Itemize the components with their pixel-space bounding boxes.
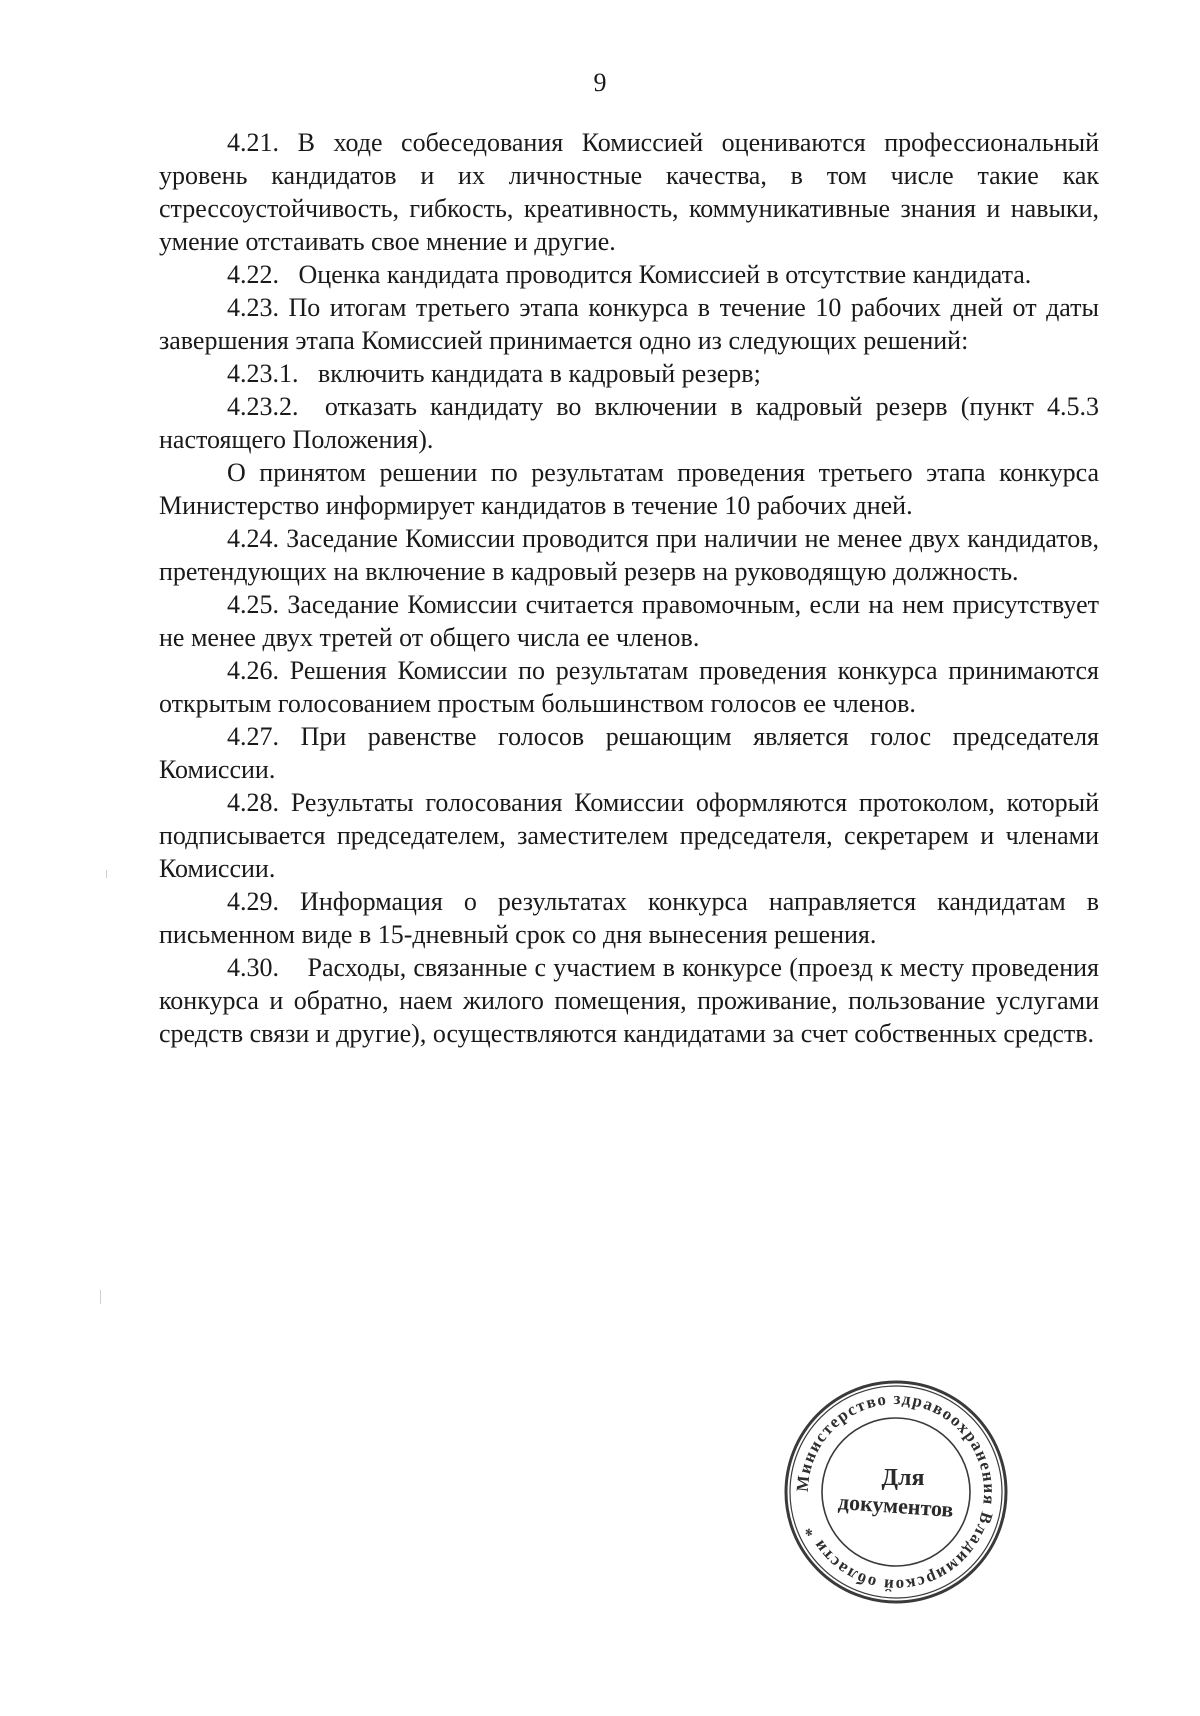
paragraph-text: Результаты голосования Комиссии оформляются протоколом, который подписывается председателем, заместителем председателя, секретарем и членами Комиссии. [159,788,1099,883]
paragraph-number: 4.21. [227,128,279,157]
page-number: 9 [593,68,607,97]
ministry-stamp [782,1378,1010,1606]
paragraph-text: включить кандидата в кадровый резерв; [318,359,761,388]
paragraph-decision-notice [159,456,1099,522]
stamp-outer-ring [786,1382,1006,1602]
paragraph-4-30 [159,951,1099,1050]
paragraph-number: 4.29. [227,887,279,916]
paragraph-number: 4.30. [227,953,279,982]
paragraph-4-23 [159,291,1099,357]
paragraph-number: 4.26. [227,656,279,685]
paragraph-number: 4.24. [227,524,279,553]
paragraph-text: При равенстве голосов решающим является голос председателя Комиссии. [159,722,1100,784]
paragraph-text: Заседание Комиссии проводится при наличии не менее двух кандидатов, претендующих на включение в кадровый резерв на руководящую должность. [159,524,1100,586]
paragraph-number: 4.23.1. [227,359,299,388]
paragraph-4-29 [159,885,1099,951]
paragraph-number: 4.27. [227,722,279,751]
paragraph-4-23-2 [159,390,1099,456]
paragraph-text: Решения Комиссии по результатам проведения конкурса принимаются открытым голосованием простым большинством голосов ее членов. [159,656,1100,718]
paragraph-text: Оценка кандидата проводится Комиссией в отсутствие кандидата. [298,260,1032,289]
document-body [159,126,1099,1050]
paragraph-number: 4.23.2. [227,392,299,421]
paragraph-text: Расходы, связанные с участием в конкурсе (проезд к месту проведения конкурса и обратно, наем жилого помещения, проживание, пользование услугами средств связи и другие), осуществляются кандидатами за счет собственных средств. [159,953,1100,1048]
stamp-center-line2: документов [837,1489,955,1522]
stamp-ring-text: Министерство здравоохранения Владимирской области * [792,1388,1000,1596]
stamp-center-line1: Для [881,1465,925,1491]
paragraph-4-26 [159,654,1099,720]
paragraph-text: Заседание Комиссии считается правомочным, если на нем присутствует не менее двух третей от общего числа ее членов. [159,590,1099,652]
paragraph-text: отказать кандидату во включении в кадровый резерв (пункт 4.5.3 настоящего Положения). [159,392,1100,454]
scan-artifact [100,1290,101,1304]
paragraph-text: Информация о результатах конкурса направляется кандидатам в письменном виде в 15-дневный срок со дня вынесения решения. [159,887,1099,949]
paragraph-4-24 [159,522,1099,588]
paragraph-number: 4.22. [227,260,279,289]
stamp-inner-ring [822,1418,970,1566]
paragraph-4-28 [159,786,1099,885]
paragraph-number: 4.28. [227,788,279,817]
paragraph-4-27 [159,720,1099,786]
paragraph-text: О принятом решении по результатам проведения третьего этапа конкурса Министерство информирует кандидатов в течение 10 рабочих дней. [159,458,1099,520]
scan-artifact [106,870,107,878]
paragraph-text: В ходе собеседования Комиссией оцениваются профессиональный уровень кандидатов и их личностные качества, в том числе такие как стрессоустойчивость, гибкость, креативность, коммуникативные знания и навыки, умение отстаивать свое мнение и другие. [159,128,1100,256]
paragraph-number: 4.25. [227,590,279,619]
stamp-seal-graphic [782,1378,1010,1606]
paragraph-4-21 [159,126,1099,258]
paragraph-text: По итогам третьего этапа конкурса в течение 10 рабочих дней от даты завершения этапа Комиссией принимается одно из следующих решений: [159,293,1100,355]
paragraph-4-22 [159,258,1099,291]
paragraph-number: 4.23. [227,293,279,322]
paragraph-4-23-1 [159,357,1099,390]
paragraph-4-25 [159,588,1099,654]
